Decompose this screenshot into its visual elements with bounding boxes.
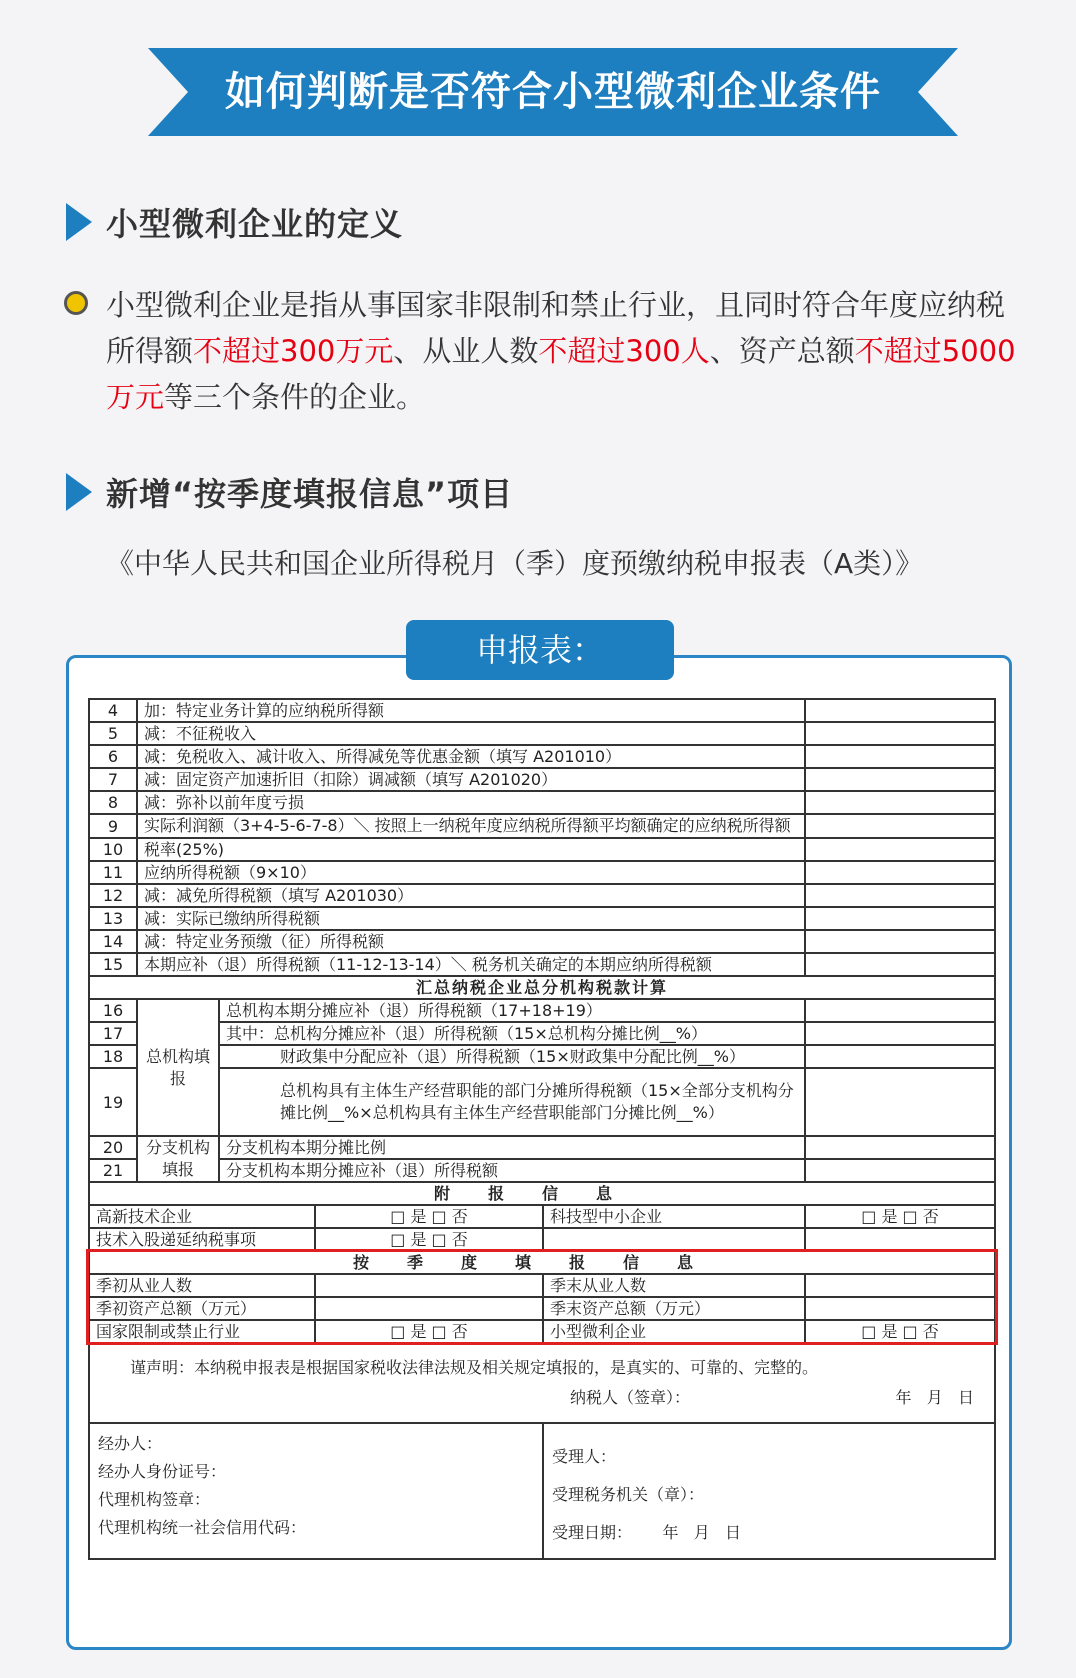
row-item: 应纳所得税额（9×10） <box>137 861 805 884</box>
amount-cell[interactable] <box>805 814 995 838</box>
sign-label: 受理税务机关（章）： <box>552 1485 705 1504</box>
table-row <box>89 768 995 791</box>
table-row <box>89 861 995 884</box>
row-item: 减：特定业务预缴（征）所得税额 <box>137 930 805 953</box>
row-number: 17 <box>89 1022 137 1045</box>
table-row <box>89 1159 995 1182</box>
table-row <box>89 930 995 953</box>
row-item: 减：免税收入、减计收入、所得减免等优惠金额（填写 A201010） <box>137 745 805 768</box>
tax-office-signature-cell <box>543 1423 995 1559</box>
row-item: 总机构本期分摊应补（退）所得税额（17+18+19） <box>219 999 805 1022</box>
sign-label: 经办人： <box>98 1434 163 1453</box>
value-input[interactable] <box>805 1297 995 1320</box>
declaration-text: 谨声明：本纳税申报表是根据国家税收法律法规及相关规定填报的，是真实的、可靠的、完整的。 <box>130 1358 819 1377</box>
highlight-asset-limit: 不超过5000万元 <box>106 334 1016 414</box>
banner-title: 如何判断是否符合小型微利企业条件 <box>225 69 881 115</box>
amount-cell[interactable] <box>805 1136 995 1159</box>
table-row <box>89 699 995 722</box>
hq-group-label: 总机构填报 <box>137 999 219 1136</box>
amount-cell[interactable] <box>805 1159 995 1182</box>
amount-cell[interactable] <box>805 999 995 1022</box>
row-number: 8 <box>89 791 137 814</box>
row-item: 财政集中分配应补（退）所得税额（15×财政集中分配比例__%） <box>219 1045 805 1068</box>
row-item: 减：固定资产加速折旧（扣除）调减额（填写 A201020） <box>137 768 805 791</box>
triangle-bullet-icon <box>66 473 92 511</box>
yes-no-checkbox[interactable]: □ 是 □ 否 <box>315 1205 543 1228</box>
field-label: 季初从业人数 <box>89 1274 315 1297</box>
sign-label: 受理日期： 年 月 日 <box>552 1523 742 1542</box>
row-number: 20 <box>89 1136 137 1159</box>
row-item: 其中：总机构分摊应补（退）所得税额（15×总机构分摊比例__%） <box>219 1022 805 1045</box>
sign-label: 经办人身份证号： <box>98 1462 227 1481</box>
table-row <box>89 1205 995 1228</box>
table-row <box>89 1297 995 1320</box>
table-row <box>89 1320 995 1343</box>
row-number: 18 <box>89 1045 137 1068</box>
highlight-income-limit: 不超过300万元 <box>193 334 394 368</box>
table-row <box>89 953 995 976</box>
row-number: 5 <box>89 722 137 745</box>
row-item: 实际利润额（3+4-5-6-7-8）＼ 按照上一纳税年度应纳税所得额平均额确定的应纳税所得额 <box>137 814 805 838</box>
agent-signature-cell <box>89 1423 543 1559</box>
row-item: 减：弥补以前年度亏损 <box>137 791 805 814</box>
table-row <box>89 1274 995 1297</box>
amount-cell[interactable] <box>805 722 995 745</box>
row-number: 9 <box>89 814 137 838</box>
declaration-row <box>89 1343 995 1423</box>
taxpayer-signature-label: 纳税人（签章）： <box>570 1388 691 1407</box>
table-row <box>89 884 995 907</box>
section-header: 汇总纳税企业总分机构税款计算 <box>89 976 995 999</box>
summary-header-row <box>89 976 995 999</box>
table-row <box>89 1045 995 1068</box>
text-span: 等三个条件的企业。 <box>164 380 426 414</box>
amount-cell[interactable] <box>805 953 995 976</box>
row-number: 16 <box>89 999 137 1022</box>
row-item: 加：特定业务计算的应纳税所得额 <box>137 699 805 722</box>
row-number: 13 <box>89 907 137 930</box>
row-item: 分支机构本期分摊应补（退）所得税额 <box>219 1159 805 1182</box>
table-row <box>89 1068 995 1136</box>
amount-cell[interactable] <box>805 930 995 953</box>
form-tag: 申报表：A200000 <box>406 620 674 680</box>
row-item: 分支机构本期分摊比例 <box>219 1136 805 1159</box>
form-book-title: 《中华人民共和国企业所得税月（季）度预缴纳税申报表（A类）》 <box>106 547 924 580</box>
amount-cell[interactable] <box>805 884 995 907</box>
amount-cell[interactable] <box>805 1045 995 1068</box>
yes-no-checkbox[interactable]: □ 是 □ 否 <box>805 1320 995 1343</box>
declaration-cell <box>89 1343 995 1423</box>
value-input[interactable] <box>315 1274 543 1297</box>
row-item: 减：实际已缴纳所得税额 <box>137 907 805 930</box>
amount-cell[interactable] <box>805 1068 995 1136</box>
date-label: 年 月 日 <box>895 1388 975 1407</box>
section-quarterly-heading <box>66 470 513 514</box>
section-definition-heading <box>66 200 403 244</box>
row-number: 4 <box>89 699 137 722</box>
field-label: 技术入股递延纳税事项 <box>89 1228 315 1251</box>
field-label: 季末资产总额（万元） <box>543 1297 805 1320</box>
amount-cell[interactable] <box>805 861 995 884</box>
text-span: 、资产总额 <box>709 334 855 368</box>
amount-cell[interactable] <box>805 791 995 814</box>
table-row <box>89 1022 995 1045</box>
section-header: 按季度填报信息 <box>89 1251 995 1274</box>
sign-label: 受理人： <box>552 1447 617 1466</box>
yes-no-checkbox[interactable]: □ 是 □ 否 <box>315 1228 543 1251</box>
amount-cell[interactable] <box>805 838 995 861</box>
row-number: 15 <box>89 953 137 976</box>
attach-header-row <box>89 1182 995 1205</box>
row-item: 减：减免所得税额（填写 A201030） <box>137 884 805 907</box>
field-label: 高新技术企业 <box>89 1205 315 1228</box>
signature-row <box>89 1423 995 1559</box>
value-input[interactable] <box>805 1274 995 1297</box>
field-label: 国家限制或禁止行业 <box>89 1320 315 1343</box>
amount-cell[interactable] <box>805 745 995 768</box>
highlight-employee-limit: 不超过300人 <box>538 334 710 368</box>
sign-label: 代理机构统一社会信用代码： <box>98 1518 307 1537</box>
table-row <box>89 791 995 814</box>
row-number: 21 <box>89 1159 137 1182</box>
field-label: 小型微利企业 <box>543 1320 805 1343</box>
yellow-circle-bullet-icon <box>64 291 88 315</box>
field-label: 科技型中小企业 <box>543 1205 805 1228</box>
section-title: 新增“按季度填报信息”项目 <box>106 475 514 513</box>
amount-cell[interactable] <box>805 768 995 791</box>
title-banner <box>148 48 958 136</box>
yes-no-checkbox[interactable]: □ 是 □ 否 <box>315 1320 543 1343</box>
row-number: 10 <box>89 838 137 861</box>
quarter-header-row <box>89 1251 995 1274</box>
triangle-bullet-icon <box>66 203 92 241</box>
value-input[interactable] <box>315 1297 543 1320</box>
text-span: 小型微利企业是指从事国家非限制和禁止行业，且同时符合年度应纳税所得额 <box>106 288 1006 368</box>
field-label: 季初资产总额（万元） <box>89 1297 315 1320</box>
table-row <box>89 838 995 861</box>
branch-group-label: 分支机构填报 <box>137 1136 219 1182</box>
row-number: 7 <box>89 768 137 791</box>
row-number: 6 <box>89 745 137 768</box>
table-row <box>89 999 995 1022</box>
row-number: 12 <box>89 884 137 907</box>
section-header: 附报信息 <box>89 1182 995 1205</box>
text-span: 、从业人数 <box>393 334 539 368</box>
value-cell <box>805 1228 995 1251</box>
yes-no-checkbox[interactable]: □ 是 □ 否 <box>805 1205 995 1228</box>
amount-cell[interactable] <box>805 1022 995 1045</box>
table-row <box>89 745 995 768</box>
row-number: 11 <box>89 861 137 884</box>
section-title: 小型微利企业的定义 <box>106 205 404 243</box>
tax-form-table <box>88 698 996 1560</box>
table-row <box>89 907 995 930</box>
field-label: 季末从业人数 <box>543 1274 805 1297</box>
row-item: 减：不征税收入 <box>137 722 805 745</box>
row-item: 税率(25%) <box>137 838 805 861</box>
amount-cell[interactable] <box>805 907 995 930</box>
table-row <box>89 1136 995 1159</box>
amount-cell[interactable] <box>805 699 995 722</box>
field-label <box>543 1228 805 1251</box>
row-item: 总机构具有主体生产经营职能的部门分摊所得税额（15×全部分支机构分摊比例__%×总机构具有主体生产经营职能部门分摊比例__%） <box>219 1068 805 1136</box>
row-number: 14 <box>89 930 137 953</box>
row-number: 19 <box>89 1068 137 1136</box>
table-row <box>89 722 995 745</box>
row-item: 本期应补（退）所得税额（11-12-13-14）＼ 税务机关确定的本期应纳所得税额 <box>137 953 805 976</box>
sign-label: 代理机构签章： <box>98 1490 211 1509</box>
table-row <box>89 1228 995 1251</box>
definition-paragraph <box>106 282 1026 420</box>
table-row <box>89 814 995 838</box>
